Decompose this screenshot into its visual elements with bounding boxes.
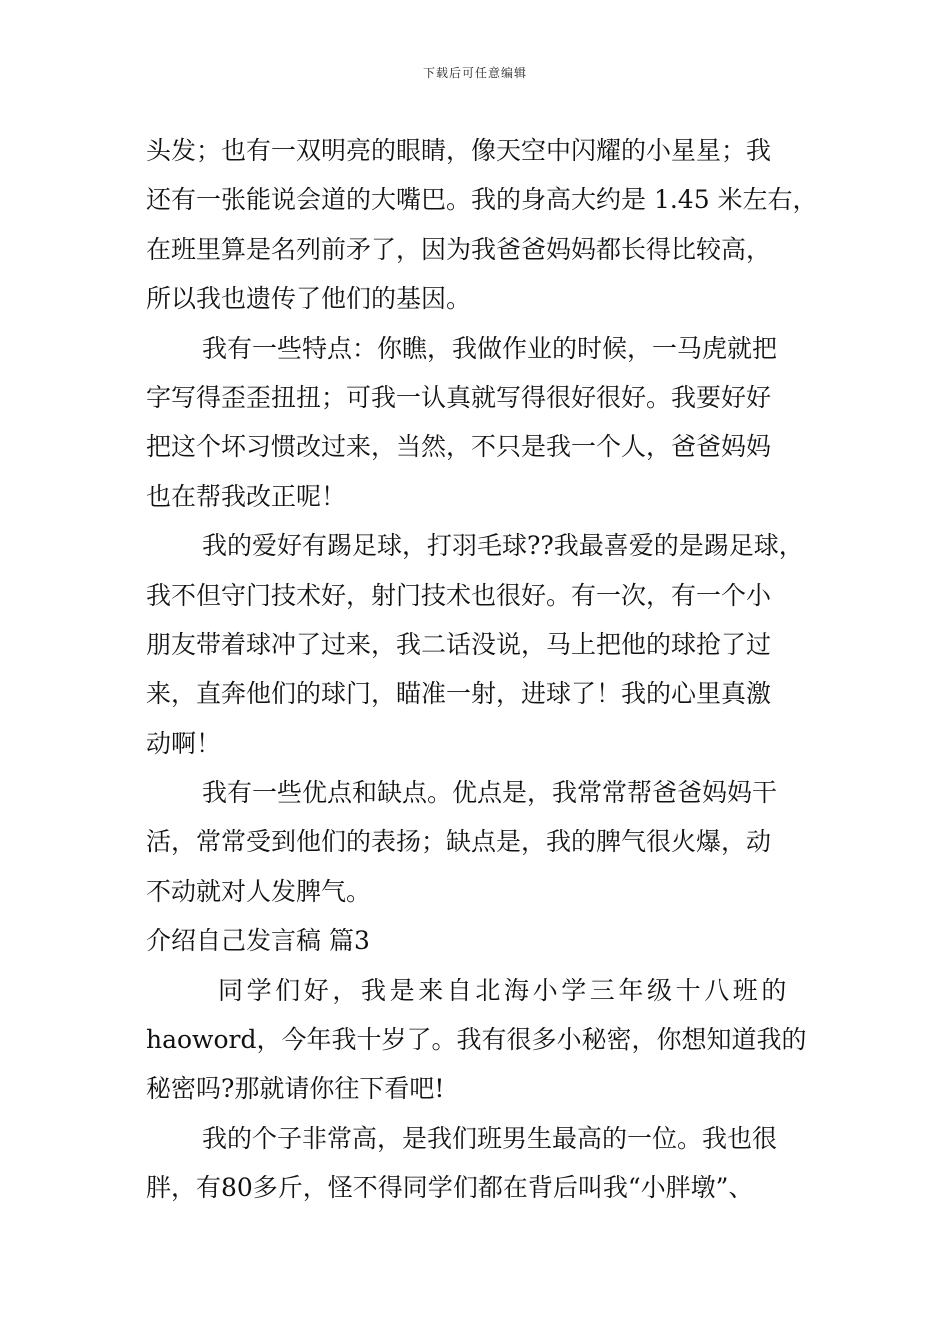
text-line: 秘密吗?那就请你往下看吧! — [146, 1074, 445, 1104]
page-header-note: 下载后可任意编辑 — [422, 66, 527, 80]
text-line: 也在帮我改正呢！ — [146, 481, 347, 511]
paragraph-first-line: 我的爱好有踢足球，打羽毛球??我最喜爱的是踢足球， — [202, 531, 804, 561]
text-line: 活，常常受到他们的表扬；缺点是，我的脾气很火爆，动 — [146, 827, 772, 857]
paragraph-first-line: 我有一些优点和缺点。优点是，我常常帮爸爸妈妈干 — [202, 778, 778, 808]
text-line: haoword，今年我十岁了。我有很多小秘密，你想知道我的 — [146, 1025, 807, 1055]
text-line: 朋友带着球冲了过来，我二话没说，马上把他的球抢了过 — [146, 629, 772, 659]
text-line: 字写得歪歪扭扭；可我一认真就写得很好很好。我要好好 — [146, 382, 772, 412]
text-line: 所以我也遗传了他们的基因。 — [146, 284, 472, 314]
text-line: 不动就对人发脾气。 — [146, 876, 372, 906]
text-line: 我不但守门技术好，射门技术也很好。有一次，有一个小 — [146, 580, 772, 610]
text-line: 还有一张能说会道的大嘴巴。我的身高大约是 1.45 米左右， — [146, 185, 818, 215]
section-heading: 介绍自己发言稿 篇3 — [146, 926, 370, 956]
paragraph-first-line: 我有一些特点：你瞧，我做作业的时候，一马虎就把 — [202, 333, 778, 363]
document-body — [146, 126, 826, 1213]
paragraph-first-line: 我的个子非常高，是我们班男生最高的一位。我也很 — [202, 1123, 778, 1153]
text-line: 把这个坏习惯改过来，当然，不只是我一个人，爸爸妈妈 — [146, 432, 772, 462]
text-line: 胖，有80多斤，怪不得同学们都在背后叫我“小胖墩”、 — [146, 1173, 754, 1203]
paragraph-first-line: 同学们好，我是来自北海小学三年级十八班的 — [218, 975, 791, 1005]
text-line: 在班里算是名列前矛了，因为我爸爸妈妈都长得比较高， — [146, 234, 772, 264]
text-line: 来，直奔他们的球门，瞄准一射，进球了！我的心里真激 — [146, 679, 772, 709]
text-line: 动啊！ — [146, 728, 222, 758]
text-line: 头发；也有一双明亮的眼睛，像天空中闪耀的小星星；我 — [146, 136, 772, 165]
